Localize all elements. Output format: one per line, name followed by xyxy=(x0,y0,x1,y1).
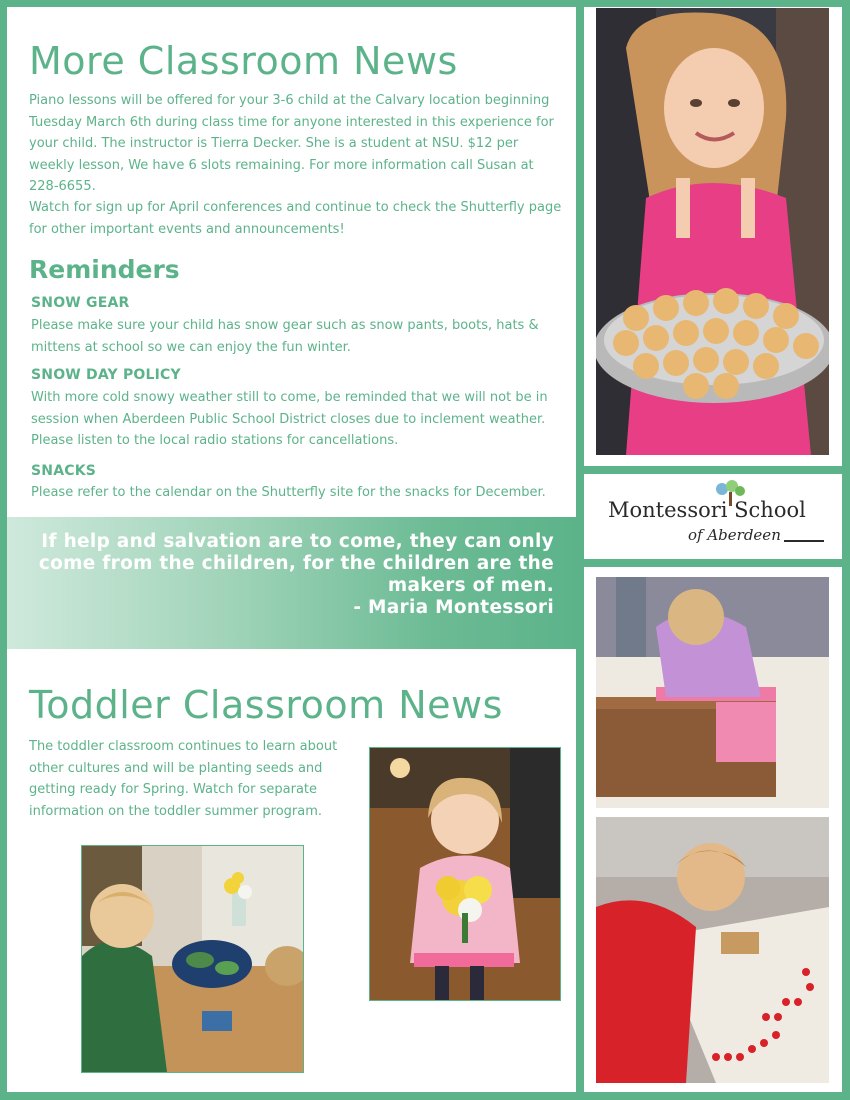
montessori-quote xyxy=(34,531,554,619)
conferences-paragraph: Watch for sign up for April conferences and continue to check the Shutterfly page for other important events and announcements! xyxy=(29,200,562,237)
logo-subtitle: of Aberdeen xyxy=(688,526,781,544)
quote-author: - Maria Montessori xyxy=(353,597,554,618)
toddler-puzzle-photo xyxy=(81,845,304,1073)
snow-gear-heading: SNOW GEAR xyxy=(31,295,130,311)
number-cards-photo xyxy=(596,817,829,1083)
quote-band xyxy=(7,517,576,649)
toddler-flowers-photo xyxy=(369,747,561,1001)
toddler-news-panel xyxy=(7,649,576,1092)
classroom-news-panel xyxy=(7,7,576,517)
school-logo xyxy=(584,474,842,559)
toddler-news-paragraph: The toddler classroom continues to learn about other cultures and will be planting seeds and getting ready for Spring. Watch for separate information on the toddler summer program. xyxy=(29,739,338,819)
muffins-photo-frame xyxy=(584,7,842,466)
toddler-news-title: Toddler Classroom News xyxy=(29,683,503,727)
logo-underline xyxy=(784,540,824,542)
reminders-title: Reminders xyxy=(29,255,180,284)
pink-tower-photo xyxy=(596,577,829,808)
logo-name: Montessori School xyxy=(608,498,806,522)
snow-day-policy-heading: SNOW DAY POLICY xyxy=(31,367,181,383)
activity-photos-frame xyxy=(584,567,842,1092)
snow-gear-text: Please make sure your child has snow gear such as snow pants, boots, hats & mittens at school so we can enjoy the fun winter. xyxy=(31,318,539,355)
girl-muffins-photo xyxy=(596,8,829,455)
snacks-text: Please refer to the calendar on the Shutterfly site for the snacks for December. xyxy=(31,485,546,500)
classroom-news-title: More Classroom News xyxy=(29,39,458,83)
quote-body: If help and salvation are to come, they can only come from the children, for the children are the makers of men. xyxy=(38,531,554,596)
snacks-heading: SNACKS xyxy=(31,463,97,479)
snow-day-policy-text: With more cold snowy weather still to come, be reminded that we will not be in session when Aberdeen Public School District closes due to inclement weather. Please listen to the local radio stations for cancellations. xyxy=(31,390,548,448)
piano-lessons-paragraph: Piano lessons will be offered for your 3-6 child at the Calvary location beginning Tuesday March 6th during class time for anyone interested in this experience for your child. The instructor is Tierra Decker. She is a student at NSU. $12 per weekly lesson, We have 6 slots remaining. For more information call Susan at 228-6655. xyxy=(29,93,554,194)
